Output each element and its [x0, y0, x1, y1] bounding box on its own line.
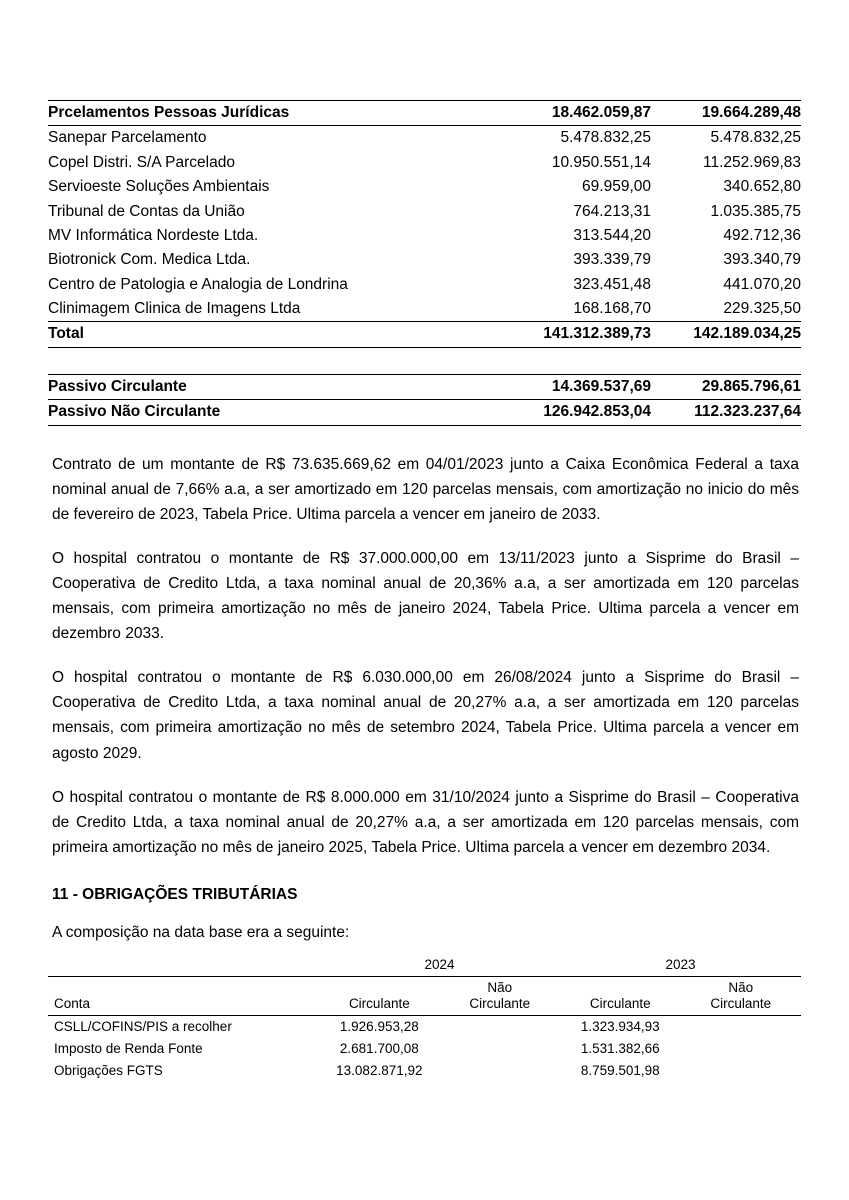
row-circulante-2023: 8.759.501,98	[580, 1063, 660, 1079]
spacer	[48, 348, 801, 374]
header-circulante-2023: Circulante	[560, 977, 680, 1016]
row-value-2023: 5.478.832,25	[710, 129, 801, 147]
table-row	[48, 224, 801, 248]
header-line-1: Não	[728, 980, 754, 996]
row-value-2023: 492.712,36	[723, 226, 801, 244]
table-row	[48, 175, 801, 199]
table-row	[48, 1038, 801, 1060]
header-circulante-2024: Circulante	[319, 977, 439, 1016]
table-row	[48, 101, 801, 126]
table-row	[48, 200, 801, 224]
row-value-2024: 14.369.537,69	[501, 374, 651, 399]
row-circulante-2023: 1.531.382,66	[580, 1041, 660, 1057]
page-content	[48, 100, 801, 1082]
row-conta: Imposto de Renda Fonte	[54, 1041, 203, 1057]
row-value-2024: 5.478.832,25	[560, 129, 651, 147]
row-value-2024: 168.168,70	[501, 297, 651, 322]
row-value-2024: 764.213,31	[573, 202, 651, 220]
table-row	[48, 248, 801, 272]
row-label: Prcelamentos Pessoas Jurídicas	[48, 101, 501, 126]
section-lead-text: A composição na data base era a seguinte:	[52, 924, 350, 942]
passivo-summary-table	[48, 374, 801, 426]
row-value-2023: 29.865.796,61	[651, 374, 801, 399]
row-value-2024: 126.942.853,04	[501, 400, 651, 425]
row-label: Centro de Patologia e Analogia de Londrina	[48, 275, 348, 293]
section-title: 11 - OBRIGAÇÕES TRIBUTÁRIAS	[52, 886, 298, 904]
table-row	[48, 374, 801, 399]
table-row	[48, 297, 801, 322]
row-nao-circulante-2023	[681, 1016, 802, 1039]
row-value-2023: 229.325,50	[651, 297, 801, 322]
table-row	[48, 126, 801, 151]
header-nao-circulante-2023	[681, 977, 802, 1016]
row-value-2024: 69.959,00	[582, 178, 651, 196]
row-nao-circulante-2024	[440, 1060, 560, 1082]
paragraph-contrato-caixa: Contrato de um montante de R$ 73.635.669,62 em 04/01/2023 junto a Caixa Econômica Federal a taxa nominal anual de 7,66% a.a, a ser amortizado em 120 parcelas mensais, com amortização no inicio do mês de fevereiro de 2023, Tabela Price. Ultima parcela a vencer em janeiro de 2033.	[52, 455, 799, 523]
header-conta: Conta	[48, 977, 319, 1016]
year-2023-header: 2023	[665, 957, 696, 973]
row-value-2023: 11.252.969,83	[703, 153, 801, 171]
row-label: Total	[48, 322, 501, 347]
row-value-2023: 441.070,20	[723, 275, 801, 293]
row-label: Tribunal de Contas da União	[48, 202, 245, 220]
table-row-total	[48, 322, 801, 347]
table-row	[48, 151, 801, 175]
header-nao-circulante-2024	[440, 977, 560, 1016]
row-label: Servioeste Soluções Ambientais	[48, 178, 270, 196]
table-row	[48, 1060, 801, 1082]
row-value-2024: 323.451,48	[573, 275, 651, 293]
row-label: Sanepar Parcelamento	[48, 129, 207, 147]
header-line-1: Não	[487, 980, 513, 996]
row-value-2024: 393.339,79	[573, 251, 651, 269]
spacer-cell	[48, 954, 319, 977]
row-value-2024: 313.544,20	[573, 226, 651, 244]
row-value-2023: 19.664.289,48	[651, 101, 801, 126]
row-value-2024: 10.950.551,14	[551, 153, 651, 171]
row-label: Copel Distri. S/A Parcelado	[48, 153, 235, 171]
table-row	[48, 1016, 801, 1039]
row-conta: CSLL/COFINS/PIS a recolher	[54, 1019, 232, 1035]
row-label: Clinimagem Clinica de Imagens Ltda	[48, 297, 501, 322]
table-column-header-row	[48, 977, 801, 1016]
row-nao-circulante-2024	[440, 1038, 560, 1060]
row-nao-circulante-2023	[681, 1060, 802, 1082]
table-row	[48, 273, 801, 297]
row-value-2024: 18.462.059,87	[501, 101, 651, 126]
row-nao-circulante-2024	[440, 1016, 560, 1039]
row-nao-circulante-2023	[681, 1038, 802, 1060]
row-value-2023: 340.652,80	[723, 178, 801, 196]
paragraph-contrato-sisprime-ago2024: O hospital contratou o montante de R$ 6.030.000,00 em 26/08/2024 junto a Sisprime do Brasil – Cooperativa de Credito Ltda, a taxa nominal anual de 20,27% a.a, a ser amortizada em 120 parcelas mensais, com primeira amortização no mês de setembro 2024, Tabela Price. Ultima parcela a vencer em agosto 2029.	[52, 669, 799, 762]
row-circulante-2024: 1.926.953,28	[339, 1019, 419, 1035]
row-value-2023: 1.035.385,75	[710, 202, 801, 220]
year-2024-header: 2024	[424, 957, 455, 973]
row-label: MV Informática Nordeste Ltda.	[48, 226, 259, 244]
row-circulante-2024: 13.082.871,92	[336, 1063, 423, 1079]
spacer	[48, 426, 801, 452]
row-value-2024: 141.312.389,73	[501, 322, 651, 347]
obrigacoes-tributarias-table	[48, 954, 801, 1082]
row-label: Biotronick Com. Medica Ltda.	[48, 251, 251, 269]
paragraph-contrato-sisprime-out2024: O hospital contratou o montante de R$ 8.000.000 em 31/10/2024 junto a Sisprime do Brasil – Cooperativa de Credito Ltda, a taxa nominal anual de 20,27% a.a, a ser amortizada em 120 parcelas mensais, com primeira amortização no mês de janeiro 2025, Tabela Price. Ultima parcela a vencer em dezembro 2034.	[52, 788, 799, 856]
row-circulante-2024: 2.681.700,08	[339, 1041, 419, 1057]
row-value-2023: 142.189.034,25	[651, 322, 801, 347]
row-value-2023: 393.340,79	[723, 251, 801, 269]
header-line-2: Circulante	[710, 995, 772, 1011]
table-year-header-row	[48, 954, 801, 977]
row-conta: Obrigações FGTS	[54, 1063, 163, 1079]
paragraph-contrato-sisprime-2023: O hospital contratou o montante de R$ 37.000.000,00 em 13/11/2023 junto a Sisprime do Brasil – Cooperativa de Credito Ltda, a taxa nominal anual de 20,36% a.a, a ser amortizada em 120 parcelas mensais, com primeira amortização no mês de janeiro 2024, Tabela Price. Ultima parcela a vencer em dezembro 2033.	[52, 549, 799, 643]
table-row	[48, 400, 801, 425]
header-line-2: Circulante	[469, 995, 531, 1011]
row-circulante-2023: 1.323.934,93	[580, 1019, 660, 1035]
parcelamentos-table	[48, 100, 801, 348]
row-value-2023: 112.323.237,64	[651, 400, 801, 425]
row-label: Passivo Não Circulante	[48, 400, 501, 425]
row-label: Passivo Circulante	[48, 374, 501, 399]
